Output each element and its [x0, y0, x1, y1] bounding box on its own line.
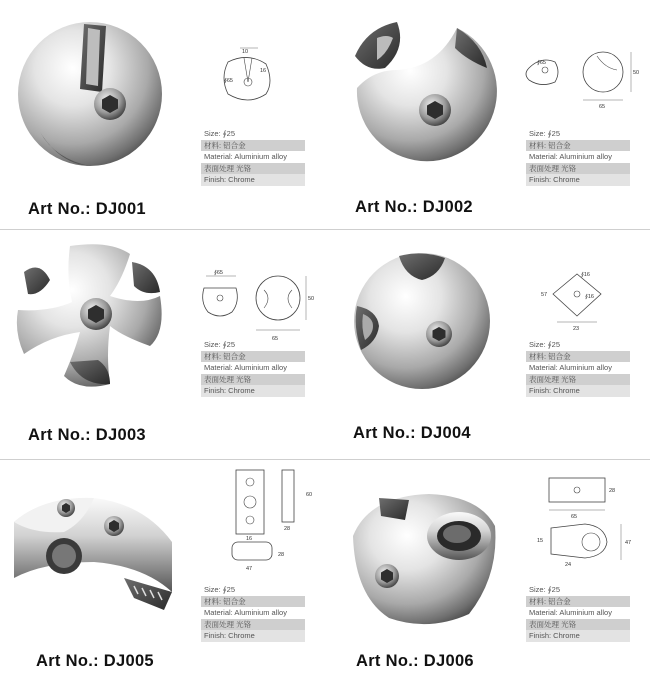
art-number	[28, 200, 146, 219]
spec-size: Size: ∮25	[529, 340, 561, 349]
product-photo	[347, 246, 497, 396]
spec-size: Size: ∮25	[204, 585, 236, 594]
spec-finish-en: Finish: Chrome	[526, 174, 630, 186]
dimension-label: 50	[633, 70, 640, 76]
dimension-label: 65	[272, 336, 279, 342]
art-number	[356, 652, 474, 671]
art-number-value: DJ001	[95, 200, 146, 218]
spec-table	[201, 339, 305, 397]
dimension-label: 60	[306, 492, 313, 498]
technical-drawing	[222, 462, 322, 572]
dimension-label: 47	[246, 566, 253, 572]
art-number-prefix: Art No.:	[355, 198, 418, 216]
dimension-label: 16	[260, 68, 267, 74]
spec-finish-cn: 表面处理 光铬	[201, 374, 305, 386]
spec-table	[526, 584, 630, 642]
dimension-label: ∮65	[214, 270, 223, 276]
spec-finish-en: Finish: Chrome	[201, 385, 305, 397]
spec-finish-en: Finish: Chrome	[201, 174, 305, 186]
spec-finish-en: Finish: Chrome	[526, 385, 630, 397]
spec-material-en: Material: Aluminium alloy	[529, 363, 612, 372]
dimension-label: 24	[565, 562, 572, 568]
art-number-value: DJ002	[422, 198, 473, 216]
dimension-label: 28	[278, 552, 285, 558]
spec-finish-en: Finish: Chrome	[526, 630, 630, 642]
art-number	[36, 652, 154, 671]
spec-material-en: Material: Aluminium alloy	[204, 152, 287, 161]
dimension-label: 47	[625, 540, 632, 546]
product-dj002	[325, 0, 650, 228]
art-number	[28, 426, 146, 445]
spec-material-cn: 材料: 铝合金	[526, 596, 630, 608]
art-number-prefix: Art No.:	[28, 200, 91, 218]
spec-finish-cn: 表面处理 光铬	[526, 374, 630, 386]
technical-drawing	[533, 266, 623, 332]
spec-table	[201, 128, 305, 186]
art-number-value: DJ006	[423, 652, 474, 670]
spec-material-en: Material: Aluminium alloy	[529, 608, 612, 617]
dimension-label: 16	[246, 536, 253, 542]
art-number	[353, 424, 471, 443]
spec-material-cn: 材料: 铝合金	[526, 140, 630, 152]
dimension-label: 15	[537, 538, 544, 544]
spec-size: Size: ∮25	[529, 585, 561, 594]
spec-size: Size: ∮25	[529, 129, 561, 138]
spec-finish-cn: 表面处理 光铬	[526, 163, 630, 175]
spec-finish-cn: 表面处理 光铬	[201, 619, 305, 631]
product-dj004	[325, 230, 650, 458]
art-number-value: DJ003	[95, 426, 146, 444]
spec-size: Size: ∮25	[204, 129, 236, 138]
dimension-label: 65	[571, 514, 578, 520]
product-photo	[4, 482, 184, 632]
art-number-prefix: Art No.:	[356, 652, 419, 670]
product-photo	[10, 236, 175, 396]
product-dj003	[0, 230, 325, 458]
art-number-value: DJ004	[420, 424, 471, 442]
dimension-label: 28	[284, 526, 291, 532]
art-number-prefix: Art No.:	[353, 424, 416, 442]
dimension-label: 23	[573, 326, 580, 332]
spec-table	[526, 339, 630, 397]
spec-material-cn: 材料: 铝合金	[201, 140, 305, 152]
spec-finish-en: Finish: Chrome	[201, 630, 305, 642]
spec-finish-cn: 表面处理 光铬	[201, 163, 305, 175]
dimension-label: 50	[308, 296, 315, 302]
spec-material-en: Material: Aluminium alloy	[204, 608, 287, 617]
dimension-label: ∮16	[581, 272, 590, 278]
dimension-label: ∮65	[537, 60, 546, 66]
dimension-label: ∮16	[585, 294, 594, 300]
technical-drawing	[529, 468, 647, 568]
product-photo	[337, 8, 507, 173]
technical-drawing	[521, 42, 641, 114]
dimension-label: 10	[242, 49, 249, 55]
spec-material-cn: 材料: 铝合金	[201, 351, 305, 363]
spec-table	[201, 584, 305, 642]
spec-material-cn: 材料: 铝合金	[526, 351, 630, 363]
technical-drawing	[208, 42, 288, 114]
spec-table	[526, 128, 630, 186]
product-dj001	[0, 0, 325, 228]
art-number	[355, 198, 473, 217]
spec-material-cn: 材料: 铝合金	[201, 596, 305, 608]
spec-material-en: Material: Aluminium alloy	[529, 152, 612, 161]
art-number-prefix: Art No.:	[28, 426, 91, 444]
product-photo	[10, 14, 170, 174]
dimension-label: ∮65	[224, 78, 233, 84]
dimension-label: 28	[609, 488, 616, 494]
technical-drawing	[196, 268, 316, 344]
dimension-label: 65	[599, 104, 606, 110]
dimension-label: 57	[541, 292, 548, 298]
product-photo	[339, 486, 509, 636]
product-dj006	[325, 460, 650, 688]
spec-size: Size: ∮25	[204, 340, 236, 349]
spec-finish-cn: 表面处理 光铬	[526, 619, 630, 631]
art-number-prefix: Art No.:	[36, 652, 99, 670]
art-number-value: DJ005	[103, 652, 154, 670]
product-dj005	[0, 460, 325, 688]
spec-material-en: Material: Aluminium alloy	[204, 363, 287, 372]
